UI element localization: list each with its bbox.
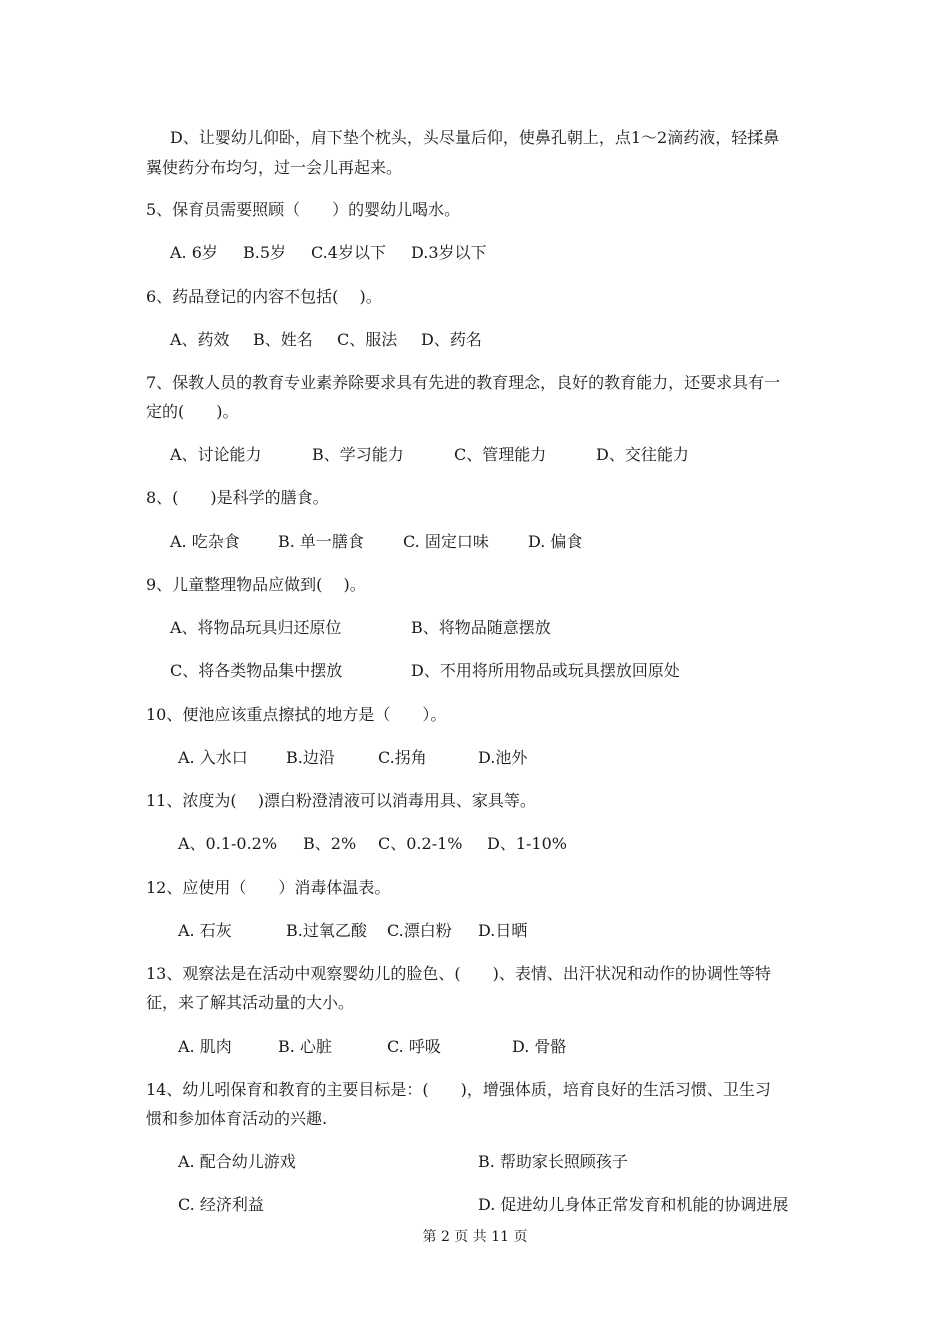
q11-option-b: B、2% xyxy=(303,834,357,853)
q6-option-c: C、服法 xyxy=(337,330,398,349)
q7-option-c: C、管理能力 xyxy=(454,445,547,464)
question-14-line2: 惯和参加体育活动的兴趣. xyxy=(146,1109,328,1128)
q12-option-b: B.过氧乙酸 xyxy=(286,921,367,940)
q12-option-d: D.日晒 xyxy=(478,921,528,940)
q13-option-c: C. 呼吸 xyxy=(387,1037,441,1056)
q12-option-a: A. 石灰 xyxy=(178,921,232,940)
q8-option-b: B. 单一膳食 xyxy=(278,532,364,551)
q14-option-c: C. 经济利益 xyxy=(178,1195,264,1214)
q13-option-b: B. 心脏 xyxy=(278,1037,332,1056)
q9-option-a: A、将物品玩具归还原位 xyxy=(170,618,342,637)
q5-option-b: B.5岁 xyxy=(243,243,287,262)
question-13-line2: 征，来了解其活动量的大小。 xyxy=(146,993,355,1012)
question-7-line2: 定的( )。 xyxy=(146,402,239,421)
q11-option-a: A、0.1-0.2% xyxy=(178,834,278,853)
question-13-line1: 13、观察法是在活动中观察婴幼儿的脸色、( )、表情、出汗状况和动作的协调性等特 xyxy=(146,964,771,983)
q7-option-a: A、讨论能力 xyxy=(170,445,262,464)
q10-option-b: B.边沿 xyxy=(286,748,335,767)
q8-option-d: D. 偏食 xyxy=(528,532,583,551)
q14-option-a: A. 配合幼儿游戏 xyxy=(178,1152,296,1171)
page-footer: 第 2 页 共 11 页 xyxy=(422,1229,528,1245)
question-12: 12、应使用（ ）消毒体温表。 xyxy=(146,878,391,897)
q13-option-a: A. 肌肉 xyxy=(178,1037,232,1056)
q12-option-c: C.漂白粉 xyxy=(387,921,452,940)
q6-option-b: B、姓名 xyxy=(253,330,313,349)
q13-option-d: D. 骨骼 xyxy=(512,1037,567,1056)
question-14-line1: 14、幼儿吲保育和教育的主要目标是：( )，增强体质，培育良好的生活习惯、卫生习 xyxy=(146,1080,771,1099)
q8-option-c: C. 固定口味 xyxy=(403,532,489,551)
q5-option-c: C.4岁以下 xyxy=(311,243,386,262)
q5-option-a: A. 6岁 xyxy=(170,243,218,262)
q8-option-a: A. 吃杂食 xyxy=(170,532,240,551)
question-6: 6、药品登记的内容不包括( )。 xyxy=(146,287,382,306)
q5-option-d: D.3岁以下 xyxy=(411,243,487,262)
question-9: 9、儿童整理物品应做到( )。 xyxy=(146,575,366,594)
q9-option-d: D、不用将所用物品或玩具摆放回原处 xyxy=(411,661,680,680)
question-5: 5、保育员需要照顾（ ）的婴幼儿喝水。 xyxy=(146,200,461,219)
q4-option-d-line2: 翼使药分布均匀，过一会儿再起来。 xyxy=(146,158,403,177)
q9-option-b: B、将物品随意摆放 xyxy=(411,618,551,637)
q7-option-d: D、交往能力 xyxy=(596,445,689,464)
question-8: 8、( )是科学的膳食。 xyxy=(146,488,329,507)
q10-option-d: D.池外 xyxy=(478,748,528,767)
q14-option-d: D. 促进幼儿身体正常发育和机能的协调进展 xyxy=(478,1195,789,1214)
q9-option-c: C、将各类物品集中摆放 xyxy=(170,661,343,680)
q6-option-a: A、药效 xyxy=(170,330,230,349)
q11-option-c: C、0.2-1% xyxy=(378,834,463,853)
q14-option-b: B. 帮助家长照顾孩子 xyxy=(478,1152,628,1171)
question-7-line1: 7、保教人员的教育专业素养除要求具有先进的教育理念，良好的教育能力，还要求具有一 xyxy=(146,373,781,392)
q6-option-d: D、药名 xyxy=(421,330,482,349)
question-10: 10、便池应该重点擦拭的地方是（ ）。 xyxy=(146,705,447,724)
q10-option-c: C.拐角 xyxy=(378,748,427,767)
q10-option-a: A. 入水口 xyxy=(178,748,248,767)
q7-option-b: B、学习能力 xyxy=(312,445,404,464)
q4-option-d-line1: D、让婴幼儿仰卧，肩下垫个枕头，头尽量后仰，使鼻孔朝上，点1～2滴药液，轻揉鼻 xyxy=(170,128,780,147)
question-11: 11、浓度为( )漂白粉澄清液可以消毒用具、家具等。 xyxy=(146,791,536,810)
q11-option-d: D、1-10% xyxy=(487,834,567,853)
